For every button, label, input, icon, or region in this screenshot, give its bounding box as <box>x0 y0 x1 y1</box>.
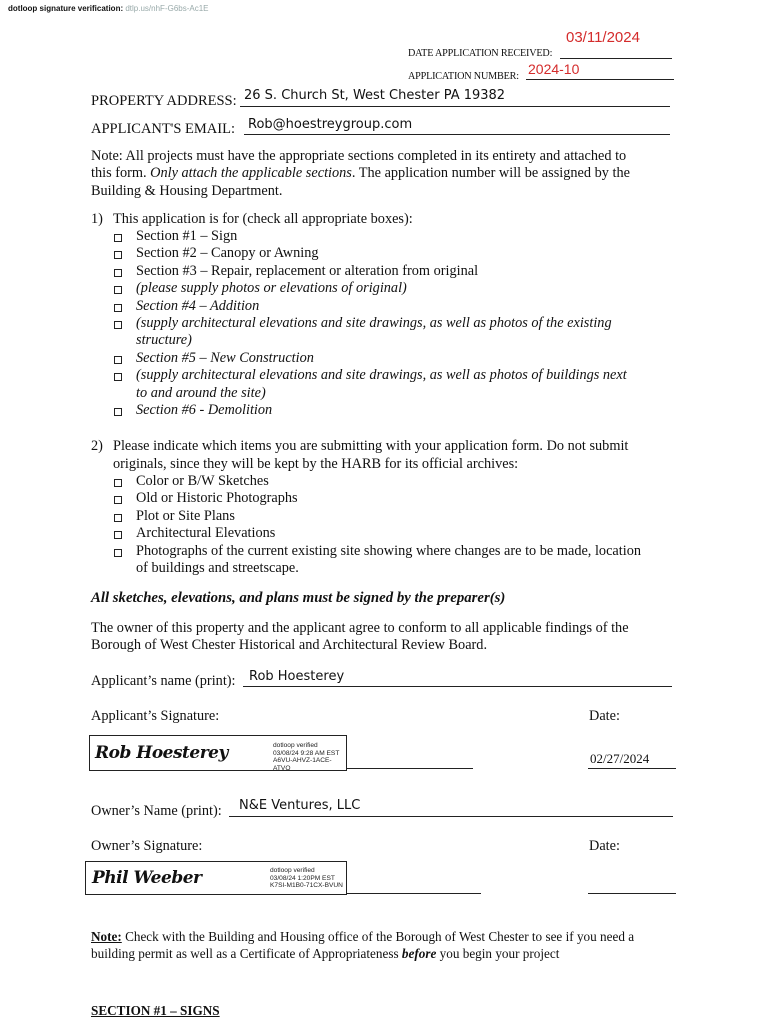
email-line <box>244 134 670 135</box>
question-1-item-label: Section #4 – Addition <box>136 297 260 314</box>
note-line-1: Note: All projects must have the appropriate sections completed in its entirety and attached to <box>91 148 627 164</box>
owner-name-label: Owner’s Name (print): <box>91 803 222 819</box>
footer-note <box>91 928 634 963</box>
question-2-text-2: originals, since they will be kept by the HARB for its official archives: <box>113 456 519 472</box>
question-1-item <box>136 402 272 419</box>
checkbox[interactable] <box>114 321 122 329</box>
agreement-line-2: Borough of West Chester Historical and Architectural Review Board. <box>91 637 488 654</box>
verification-link[interactable]: dtlp.us/nhF-G6bs-Ac1E <box>125 4 209 13</box>
question-2-item-label: Plot or Site Plans <box>136 507 235 524</box>
date-received-line <box>560 58 672 59</box>
question-1-item-label: (please supply photos or elevations of original) <box>136 280 407 297</box>
question-2-number: 2) <box>91 438 103 454</box>
owner-dotloop-stamp: dotloop verified 03/08/24 1:20PM EST K7SI-M1B0-71CX-BVUN <box>270 867 343 890</box>
question-1-item-label: (supply architectural elevations and site drawings, as well as photos of buildings next <box>136 367 627 384</box>
question-1-item <box>136 280 407 297</box>
agreement-paragraph <box>91 620 629 655</box>
question-2-item-label: Old or Historic Photographs <box>136 490 298 507</box>
question-2-item <box>136 473 269 490</box>
agreement-line-1: The owner of this property and the applicant agree to conform to all applicable findings of the <box>91 620 629 636</box>
owner-signature-box[interactable] <box>85 861 347 895</box>
verification-label: dotloop signature verification: <box>8 4 124 13</box>
question-1-item-label: Section #5 – New Construction <box>136 349 314 366</box>
question-1-item-label: Section #2 – Canopy or Awning <box>136 245 319 262</box>
question-1-item <box>136 228 237 245</box>
question-1-item-label: Section #3 – Repair, replacement or alteration from original <box>136 262 479 279</box>
checkbox[interactable] <box>114 286 122 294</box>
checkbox[interactable] <box>114 269 122 277</box>
checkbox[interactable] <box>114 304 122 312</box>
question-2-item <box>136 543 641 560</box>
owner-date-line <box>588 893 676 894</box>
note-paragraph <box>91 148 630 200</box>
applicant-date-label: Date: <box>589 708 620 724</box>
footer-note-line-1: Note: Check with the Building and Housing office of the Borough of West Chester to see if you need a <box>91 929 635 944</box>
property-address-value[interactable]: 26 S. Church St, West Chester PA 19382 <box>244 88 506 103</box>
question-1-item <box>136 367 627 384</box>
checkbox[interactable] <box>114 356 122 364</box>
property-address-label: PROPERTY ADDRESS: <box>91 93 237 109</box>
checkbox[interactable] <box>114 531 122 539</box>
question-1-item <box>136 263 478 280</box>
question-1-item-continuation: to and around the site) <box>136 384 266 401</box>
app-number-value: 2024-10 <box>528 61 580 77</box>
checkbox[interactable] <box>114 251 122 259</box>
question-1-item <box>136 350 314 367</box>
footer-note-line-2: building permit as well as a Certificate of Appropriateness before you begin your project <box>91 946 560 962</box>
owner-signature-label: Owner’s Signature: <box>91 838 203 854</box>
date-received-label: DATE APPLICATION RECEIVED: <box>408 48 553 59</box>
note-line-3: Building & Housing Department. <box>91 182 283 199</box>
app-number-line <box>526 79 674 80</box>
note-line-2: this form. Only attach the applicable sections. The application number will be assigned by the <box>91 165 630 182</box>
question-2-item-label: Color or B/W Sketches <box>136 473 269 489</box>
checkbox[interactable] <box>114 408 122 416</box>
section-1-heading: SECTION #1 – SIGNS <box>91 1003 220 1018</box>
applicant-signature-image: Rob Hoesterey <box>95 743 228 763</box>
question-2-item <box>136 490 298 507</box>
owner-signature-image: Phil Weeber <box>92 868 202 888</box>
applicant-name-label: Applicant’s name (print): <box>91 673 236 689</box>
question-1-item-label: Section #6 - Demolition <box>136 402 273 418</box>
question-2-text: Please indicate which items you are submitting with your application form. Do not submit <box>113 438 629 454</box>
question-2-item-continuation: of buildings and streetscape. <box>136 560 299 576</box>
app-number-label: APPLICATION NUMBER: <box>408 71 519 82</box>
date-received-value: 03/11/2024 <box>566 29 640 46</box>
applicant-dotloop-stamp: dotloop verified 03/08/24 9:28 AM EST A6VU-AHVZ-1ACE-ATVO <box>273 742 340 772</box>
checkbox[interactable] <box>114 514 122 522</box>
applicant-name-line <box>243 686 672 687</box>
question-2-item-label: Architectural Elevations <box>136 525 276 542</box>
owner-name-line <box>229 816 673 817</box>
question-1-item-continuation: structure) <box>136 332 192 349</box>
question-1-item <box>136 245 319 262</box>
applicant-date-line <box>588 768 676 769</box>
question-2-item <box>136 525 275 542</box>
question-2-item-label: Photographs of the current existing site showing where changes are to be made, location <box>136 542 642 559</box>
email-value[interactable]: Rob@hoestreygroup.com <box>248 117 413 132</box>
applicant-name-value[interactable]: Rob Hoesterey <box>249 669 345 684</box>
question-1-item <box>136 298 259 315</box>
signed-notice: All sketches, elevations, and plans must be signed by the preparer(s) <box>91 590 506 606</box>
applicant-signature-box[interactable] <box>89 735 347 771</box>
applicant-date-value[interactable]: 02/27/2024 <box>590 751 650 766</box>
owner-date-label: Date: <box>589 838 620 854</box>
email-label: APPLICANT'S EMAIL: <box>91 121 235 137</box>
question-1-text: This application is for (check all appropriate boxes): <box>113 211 413 227</box>
question-1-item <box>136 315 612 332</box>
owner-name-value[interactable]: N&E Ventures, LLC <box>239 798 361 813</box>
question-1-item-label: Section #1 – Sign <box>136 228 238 244</box>
checkbox[interactable] <box>114 373 122 381</box>
checkbox[interactable] <box>114 234 122 242</box>
question-2-item <box>136 508 235 525</box>
question-1-item-label: (supply architectural elevations and site drawings, as well as photos of the existing <box>136 315 612 331</box>
question-1-number: 1) <box>91 211 103 227</box>
checkbox[interactable] <box>114 479 122 487</box>
checkbox[interactable] <box>114 549 122 557</box>
checkbox[interactable] <box>114 496 122 504</box>
property-address-line <box>240 106 670 107</box>
applicant-signature-label: Applicant’s Signature: <box>91 708 220 724</box>
dotloop-verification-header <box>8 4 209 13</box>
